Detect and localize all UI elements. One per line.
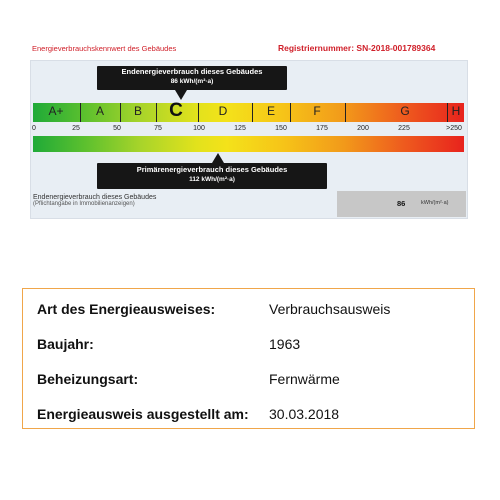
primaerenergie-pointer [212,153,224,163]
class-label-d: D [218,104,228,118]
summary-value: 86 [397,199,406,208]
scale-tick: 0 [32,125,36,132]
scale-tick: 150 [275,125,287,132]
detail-value: 1963 [269,336,301,352]
scale-tick: 75 [154,125,162,132]
scale-tick: 225 [398,125,410,132]
class-label-a: A [95,104,104,118]
class-label-f: F [313,104,321,118]
class-separator [345,103,346,122]
scale-tick: 125 [234,125,246,132]
class-separator [290,103,291,122]
primaerenergie-callout [97,163,327,189]
detail-key: Beheizungsart: [37,371,139,387]
class-label-b: B [133,104,142,118]
detail-key: Art des Energieausweises: [37,301,216,317]
class-label-e: E [266,104,275,118]
endenergie-summary-row [30,191,466,217]
class-separator [80,103,81,122]
primaerenergie-callout-title: Primärenergieverbrauch dieses Gebäudes [136,165,288,174]
primaerenergie-callout-value: 112 kWh/(m²·a) [189,176,235,183]
scale-tick: 50 [113,125,121,132]
primaerenergie-bar [33,136,464,152]
summary-unit: kWh/(m²·a) [421,200,449,206]
detail-value: Verbrauchsausweis [269,301,391,317]
class-label-h: H [451,104,461,118]
endenergie-callout [97,66,287,90]
detail-value: 30.03.2018 [269,406,340,422]
class-separator [198,103,199,122]
class-label-a-plus: A+ [48,104,64,118]
certificate-title: Energieverbrauchskennwert des Gebäudes [32,44,177,53]
class-separator [156,103,157,122]
class-separator [120,103,121,122]
scale-tick: 25 [72,125,80,132]
summary-label: Endenergieverbrauch dieses Gebäudes [33,194,157,201]
endenergie-callout-title: Endenergieverbrauch dieses Gebäudes [121,67,263,76]
scale-tick: 100 [193,125,205,132]
detail-value: Fernwärme [269,371,340,387]
endenergie-pointer [175,90,187,100]
class-label-g: G [400,104,410,118]
scale-tick: 175 [316,125,328,132]
summary-value-box [337,191,466,217]
class-separator [252,103,253,122]
registration-number: Registriernummer: SN-2018-001789364 [278,43,436,53]
scale-tick: 200 [357,125,369,132]
details-box [22,288,475,429]
class-label-c-active: C [169,100,183,121]
detail-key: Energieausweis ausgestellt am: [37,406,249,422]
endenergie-callout-value: 86 kWh/(m²·a) [170,78,214,85]
summary-sublabel: (Pflichtangabe in Immobilienanzeigen) [33,201,135,207]
detail-key: Baujahr: [37,336,94,352]
scale-tick: >250 [446,125,462,132]
